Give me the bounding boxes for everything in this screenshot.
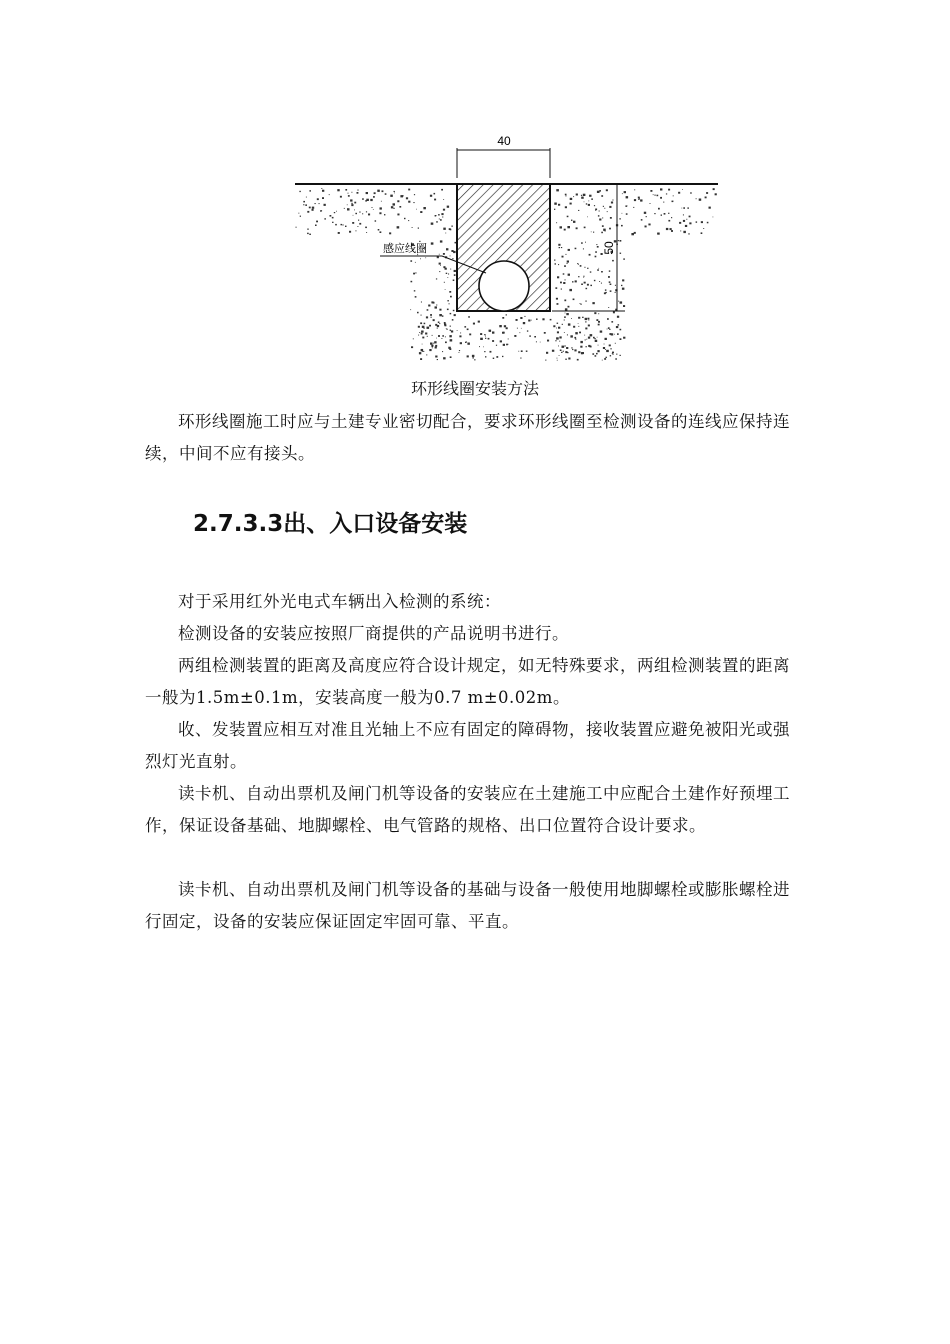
paragraph: 两组检测装置的距离及高度应符合设计规定，如无特殊要求，两组检测装置的距离一般为1.5m±0.1m，安装高度一般为0.7 m±0.02m。 [145,656,790,707]
coil-circle [479,261,529,311]
paragraph: 读卡机、自动出票机及闸门机等设备的基础与设备一般使用地脚螺栓或膨胀螺栓进行固定，设备的安装应保证固定牢固可靠、平直。 [145,880,790,931]
diagram-svg [290,130,720,365]
paragraph: 收、发装置应相互对准且光轴上不应有固定的障碍物，接收装置应避免被阳光或强烈灯光直射。 [145,720,790,771]
paragraph: 对于采用红外光电式车辆出入检测的系统： [178,592,501,611]
width-dimension-label: 40 [497,134,511,148]
paragraph: 环形线圈施工时应与土建专业密切配合，要求环形线圈至检测设备的连线应保持连续，中间不应有接头。 [145,412,790,463]
paragraph: 读卡机、自动出票机及闸门机等设备的安装应在土建施工中应配合土建作好预埋工作，保证设备基础、地脚螺栓、电气管路的规格、出口位置符合设计要求。 [145,784,790,835]
figure-caption: 环形线圈安装方法 [410,379,539,398]
section-heading: 2.7.3.3出、入口设备安装 [193,511,468,537]
coil-label: 感应线圈 [383,242,427,255]
depth-dimension-label: 50 [602,241,616,255]
loop-installation-diagram [290,130,720,365]
paragraph: 检测设备的安装应按照厂商提供的产品说明书进行。 [178,624,569,643]
